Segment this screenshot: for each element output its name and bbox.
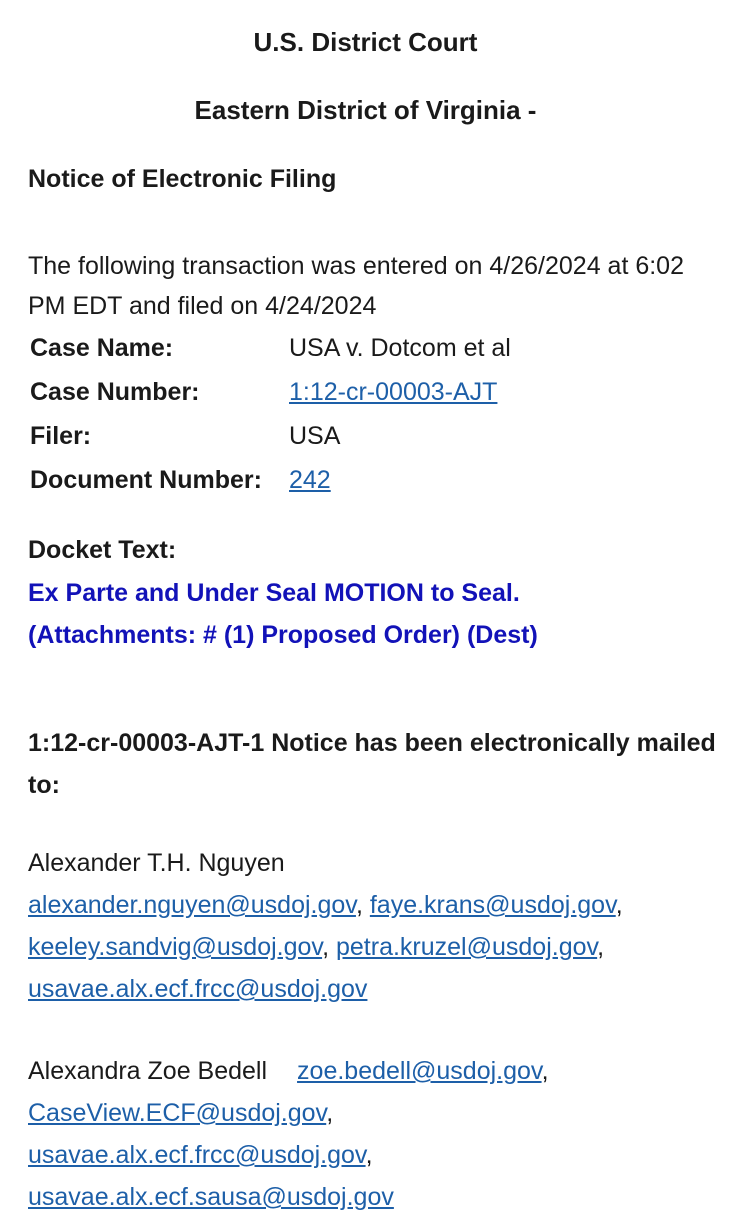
case-name-label: Case Name: xyxy=(30,333,174,362)
case-number-label: Case Number: xyxy=(30,377,200,406)
document-number-link[interactable]: 242 xyxy=(289,465,331,494)
transaction-text: The following transaction was entered on 4/26/2024 at 6:02 PM EDT and filed on 4/24/2024 xyxy=(28,252,684,320)
recipient-email-line xyxy=(28,1176,718,1218)
email-link[interactable]: faye.krans@usdoj.gov xyxy=(369,891,616,919)
recipient-block xyxy=(28,1050,718,1218)
recipient-block xyxy=(28,842,718,1010)
case-name-value: USA v. Dotcom et al xyxy=(289,333,511,362)
email-link[interactable]: usavae.alx.ecf.frcc@usdoj.gov xyxy=(28,975,368,1003)
recipient-email-line: Alexandra Zoe Bedell zoe.bedell@usdoj.gov, xyxy=(28,1057,549,1085)
recipient-email-line: keeley.sandvig@usdoj.gov, petra.kruzel@usdoj.gov, xyxy=(28,933,605,961)
docket-text-label: Docket Text: xyxy=(28,536,177,564)
recipient-name: Alexander T.H. Nguyen xyxy=(28,849,285,877)
docket-text-line: Ex Parte and Under Seal MOTION to Seal. xyxy=(28,579,520,607)
email-link[interactable]: petra.kruzel@usdoj.gov xyxy=(335,933,598,961)
document-number-row xyxy=(30,458,511,502)
case-number-link[interactable]: 1:12-cr-00003-AJT xyxy=(289,377,498,406)
email-link[interactable]: usavae.alx.ecf.frcc@usdoj.gov xyxy=(28,1141,366,1169)
recipient-email-line: alexander.nguyen@usdoj.gov, faye.krans@usdoj.gov, xyxy=(28,891,623,919)
filer-label: Filer: xyxy=(30,421,92,450)
case-number-cell xyxy=(289,370,511,414)
court-district: Eastern District of Virginia - xyxy=(194,95,537,125)
docket-text-line: (Attachments: # (1) Proposed Order) (Dest) xyxy=(28,621,538,649)
email-link[interactable]: keeley.sandvig@usdoj.gov xyxy=(28,933,323,961)
filer-row xyxy=(30,414,511,458)
recipient-name: Alexandra Zoe Bedell xyxy=(28,1057,268,1085)
court-title: U.S. District Court xyxy=(253,27,478,57)
notice-title: Notice of Electronic Filing xyxy=(28,165,337,193)
document-number-cell xyxy=(289,458,511,502)
email-link[interactable]: alexander.nguyen@usdoj.gov xyxy=(28,891,356,919)
recipient-email-line: CaseView.ECF@usdoj.gov, xyxy=(28,1099,334,1127)
case-name-row xyxy=(30,326,511,370)
email-link[interactable]: CaseView.ECF@usdoj.gov xyxy=(28,1099,327,1127)
case-info-table xyxy=(30,326,511,502)
recipient-email-line xyxy=(28,968,718,1010)
recipient-email-line: usavae.alx.ecf.frcc@usdoj.gov, xyxy=(28,1141,373,1169)
case-number-row xyxy=(30,370,511,414)
filer-value: USA xyxy=(289,421,341,450)
docket-text xyxy=(28,572,718,656)
email-link[interactable]: zoe.bedell@usdoj.gov xyxy=(297,1057,542,1085)
email-link[interactable]: usavae.alx.ecf.sausa@usdoj.gov xyxy=(28,1183,394,1211)
mailed-to-heading: 1:12-cr-00003-AJT-1 Notice has been electronically mailed to: xyxy=(28,729,716,799)
document-number-label: Document Number: xyxy=(30,465,262,494)
